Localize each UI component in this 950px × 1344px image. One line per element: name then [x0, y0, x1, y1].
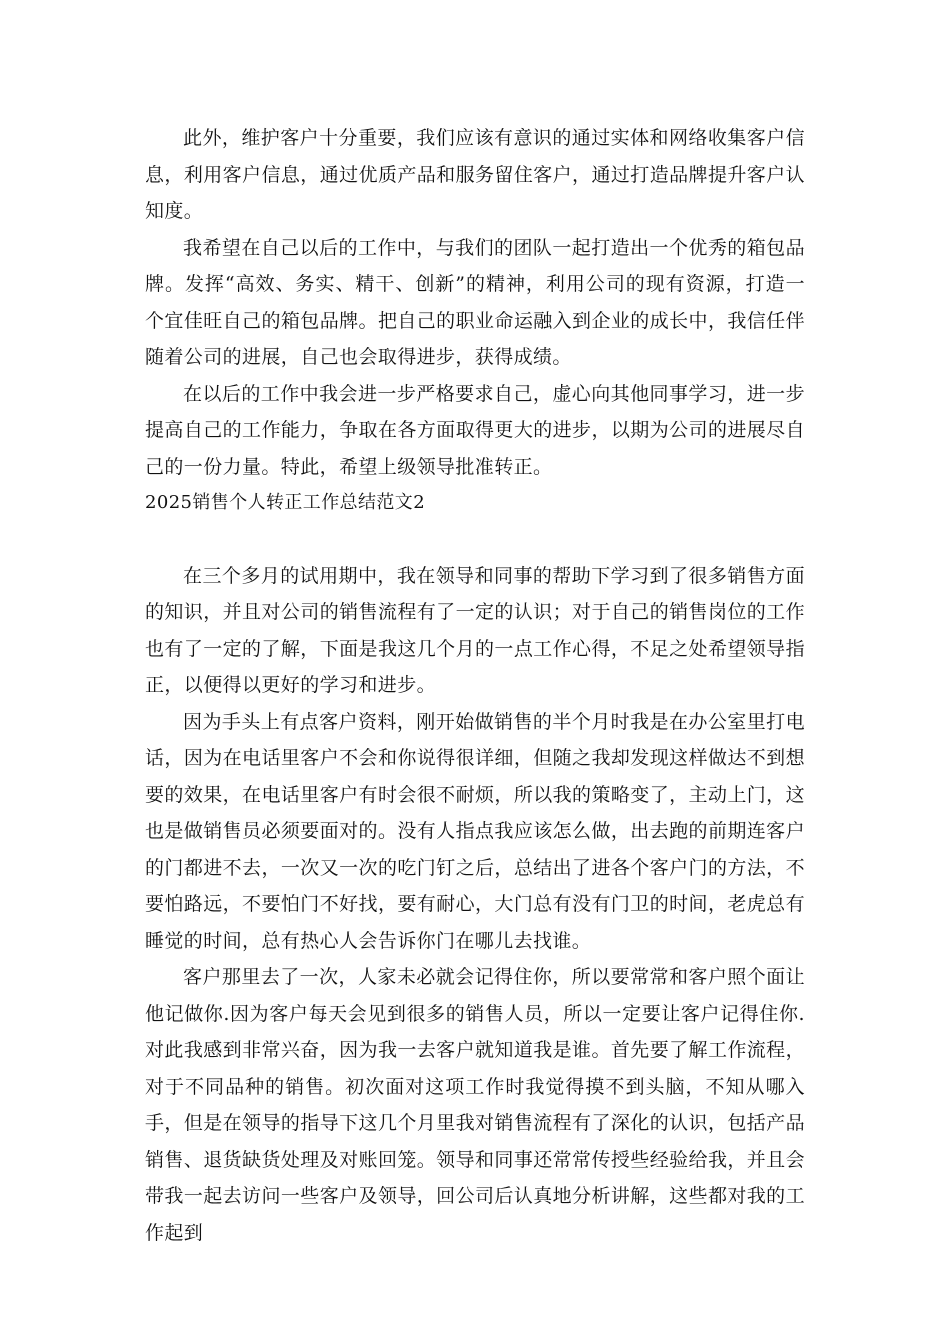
section-title: 2025销售个人转正工作总结范文2: [145, 492, 426, 513]
paragraph-probation-intro: 在三个多月的试用期中，我在领导和同事的帮助下学习到了很多销售方面的知识，并且对公司的销售流程有了一定的认识；对于自己的销售岗位的工作也有了一定的了解，下面是我这几个月的一点工作心得，不足之处希望领导指正，以便得以更好的学习和进步。: [145, 564, 805, 696]
paragraph-customer-maintenance: 此外，维护客户十分重要，我们应该有意识的通过实体和网络收集客户信息，利用客户信息，通过优质产品和服务留住客户，通过打造品牌提升客户认知度。: [145, 127, 805, 222]
paragraph-phone-to-visit: 因为手头上有点客户资料，刚开始做销售的半个月时我是在办公室里打电话，因为在电话里客户不会和你说得很详细，但随之我却发现这样做达不到想要的效果，在电话里客户有时会很不耐烦，所以我的策略变了，主动上门，这也是做销售员必须要面对的。没有人指点我应该怎么做，出去跑的前期连客户的门都进不去，一次又一次的吃门钉之后，总结出了进各个客户门的方法，不要怕路远，不要怕门不好找，要有耐心，大门总有没有门卫的时间，老虎总有睡觉的时间，总有热心人会告诉你门在哪儿去找谁。: [145, 710, 805, 952]
document-body: [145, 120, 805, 1251]
paragraph-customer-memory: 客户那里去了一次，人家未必就会记得住你，所以要常常和客户照个面让他记做你.因为客户每天会见到很多的销售人员，所以一定要让客户记得住你.对此我感到非常兴奋，因为我一去客户就知道我是谁。首先要了解工作流程，对于不同品种的销售。初次面对这项工作时我觉得摸不到头脑，不知从哪入手，但是在领导的指导下这几个月里我对销售流程有了深化的认识，包括产品销售、退货缺货处理及对账回笼。领导和同事还常常传授些经验给我，并且会带我一起去访问一些客户及领导，回公司后认真地分析讲解，这些都对我的工作起到: [145, 966, 805, 1244]
blank-line: [145, 522, 805, 558]
paragraph-brand-hope: 我希望在自己以后的工作中，与我们的团队一起打造出一个优秀的箱包品牌。发挥“高效、务实、精干、创新”的精神，利用公司的现有资源，打造一个宜佳旺自己的箱包品牌。把自己的职业命运融入到企业的成长中，我信任伴随着公司的进展，自己也会取得进步，获得成绩。: [145, 236, 805, 368]
paragraph-self-improvement: 在以后的工作中我会进一步严格要求自己，虚心向其他同事学习，进一步提高自己的工作能力，争取在各方面取得更大的进步，以期为公司的进展尽自己的一份力量。特此，希望上级领导批准转正。: [145, 382, 805, 478]
